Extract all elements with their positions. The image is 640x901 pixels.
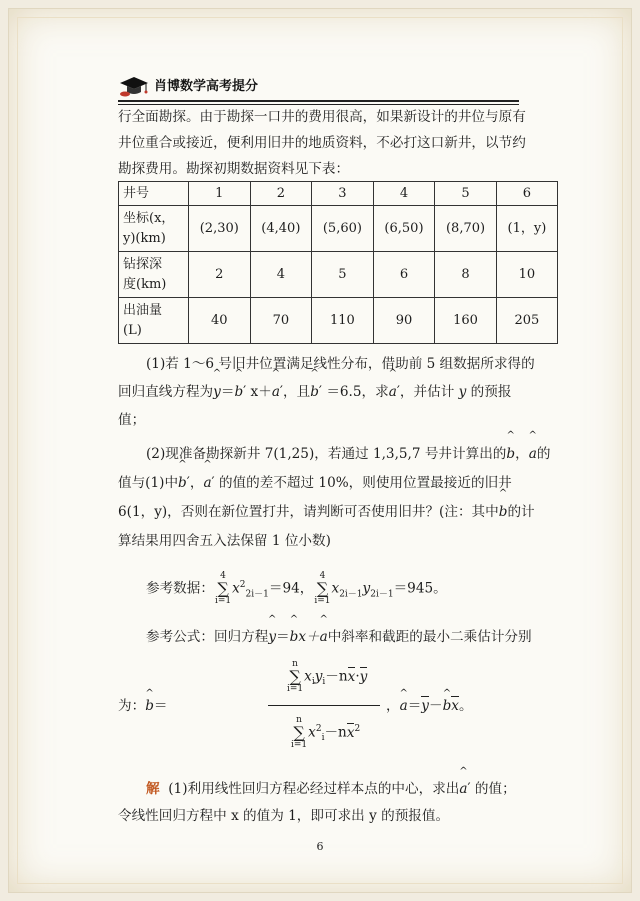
ref-term: x (232, 580, 240, 597)
num-y: y (314, 668, 323, 685)
table-cell: 110 (312, 298, 374, 344)
x-bar-symbol: x (346, 724, 355, 741)
sum-bottom: i=1 (214, 596, 232, 607)
a-eq: ＝ (407, 698, 422, 714)
q1-text: ＝ (220, 384, 235, 400)
a-hat-symbol: ^ a (400, 698, 408, 714)
a-period: 。 (458, 698, 473, 714)
reference-formula-intro (118, 624, 532, 650)
table-cell: 10 (496, 252, 557, 298)
intro-line-2: 井位重合或接近，便利用旧井的地质资料，不必打这口新井，以节约 (118, 135, 526, 151)
num-sub: i (322, 677, 326, 688)
x-bar-symbol: x (451, 698, 459, 714)
q1-text: 的预报 (470, 384, 512, 400)
b-hat-symbol: ^ b (443, 698, 452, 714)
table-col-header: 4 (373, 182, 435, 206)
table-cell: 2 (189, 252, 251, 298)
sigma-icon: ∑ (289, 667, 301, 686)
q2-text: 6(1，y)，否则在新位置打井，请判断可否使用旧井？(注：其中 (118, 504, 499, 520)
sigma-icon: ∑ (316, 579, 329, 599)
den-sup: 2 (315, 723, 322, 734)
a-minus: － (428, 698, 443, 714)
q2-text: 的 (536, 446, 551, 462)
well-data-table (118, 181, 558, 344)
den-sup: 2 (354, 723, 361, 734)
num-x: x (304, 668, 312, 685)
a-hat-symbol: ^ a (529, 440, 537, 469)
x-bar-symbol: x (347, 668, 356, 685)
table-col-header: 5 (435, 182, 497, 206)
table-row-label (119, 252, 189, 298)
intro-paragraph-end (118, 156, 522, 182)
q2-line-2 (118, 469, 526, 498)
q1-line-2 (118, 378, 526, 406)
header-logo (118, 72, 258, 98)
question-2 (118, 440, 551, 556)
b-hat-symbol: ^ b (290, 624, 299, 650)
q2-text: ， (515, 446, 529, 462)
solution (118, 776, 526, 830)
q1-text: ′ x＋ (243, 384, 272, 400)
ref-formula-text: 中斜率和截距的最小二乘估计分别 (327, 629, 532, 645)
logo-text: 肖博数学高考提分 (154, 79, 259, 94)
q2-text: (2)现准备勘探新井 7(1,25)，若通过 1,3,5,7 号井计算出的 (146, 446, 507, 462)
sum-operator (314, 572, 330, 606)
row-label-line: 度(km) (123, 276, 167, 292)
b-hat-symbol: ^ b (145, 698, 154, 714)
table-cell: (4,40) (250, 206, 312, 252)
sum-bottom: i=1 (314, 596, 331, 607)
b-hat-symbol: ^ b (234, 378, 243, 406)
sum-bottom: i=1 (287, 684, 304, 694)
row-label-line: (L) (123, 322, 142, 338)
a-hat-symbol: ^ a (272, 378, 280, 406)
question-1 (118, 350, 535, 434)
y-hat-symbol: ^ y (213, 378, 221, 406)
row-label-line: y)(km) (123, 230, 166, 246)
table-col-header: 1 (189, 182, 251, 206)
intro-paragraph (118, 104, 526, 156)
sum-top: 4 (319, 571, 326, 582)
table-cell: (8,70) (435, 206, 497, 252)
a-hat-symbol: ^ a (320, 624, 328, 650)
q2-text: 值与(1)中 (118, 475, 179, 491)
q1-text: ′，且 (279, 384, 311, 400)
sum-operator (291, 716, 307, 750)
ref-sub: 2i－1 (245, 589, 269, 600)
table-cell: 205 (496, 298, 557, 344)
den-x: x (308, 724, 316, 741)
q1-text: 回归直线方程为 (118, 384, 214, 400)
q1-text: ′ ＝6.5，求 (318, 384, 389, 400)
q2-line-3 (118, 498, 535, 527)
table-cell: 40 (189, 298, 251, 344)
table-cell: 90 (373, 298, 435, 344)
num-sub: i (311, 677, 315, 688)
formula-denominator (290, 716, 360, 750)
table-cell: 5 (312, 252, 374, 298)
num-minus: －n (325, 668, 348, 685)
row-label-line: 出油量 (123, 302, 163, 318)
ref-formula-text: 参考公式：回归方程 (146, 629, 269, 645)
den-minus: －n (324, 724, 347, 741)
table-row-label (119, 298, 189, 344)
sigma-icon: ∑ (293, 723, 305, 742)
table-cell: (1，y) (496, 206, 557, 252)
sum-top: n (296, 715, 302, 725)
table-col-header: 6 (496, 182, 557, 206)
solution-line-1 (118, 776, 526, 803)
ref-formula-text: ＝ (276, 629, 290, 645)
y-bar-symbol: y (421, 698, 429, 714)
b-hat-symbol: ^ b (499, 498, 508, 527)
sol-text: (1)利用线性回归方程必经过样本点的中心，求出 (168, 781, 460, 797)
table-cell: 4 (250, 252, 312, 298)
table-row (119, 298, 558, 344)
intro-line-3: 勘探费用。勘探初期数据资料见下表： (118, 161, 350, 177)
table-cell: 160 (435, 298, 497, 344)
a-hat-symbol: ^ a (203, 469, 211, 498)
ref-sub: 2i－1 (339, 589, 363, 600)
q2-text: 的计 (507, 504, 535, 520)
table-row (119, 206, 558, 252)
q1-line-3: 值； (118, 412, 146, 428)
table-col-header: 2 (250, 182, 312, 206)
formula-a-part (386, 694, 473, 714)
sol-text: ′ 的值； (467, 781, 516, 797)
table-cell: 8 (435, 252, 497, 298)
sum-operator (215, 572, 231, 606)
q1-text: ′，并估计 (396, 384, 455, 400)
reference-data (118, 568, 526, 611)
table-cell: 70 (250, 298, 312, 344)
ref-term: x (331, 580, 340, 597)
sigma-icon: ∑ (217, 579, 229, 599)
ref-eq: ＝94， (268, 580, 314, 597)
b-hat-symbol: ^ b (506, 440, 515, 469)
sum-operator (287, 660, 303, 694)
graduation-cap-icon (118, 74, 152, 98)
q1-var-y: y (458, 384, 467, 400)
row-label-line: 坐标(x， (123, 210, 175, 226)
table-row-label (119, 206, 189, 252)
a-hat-symbol: ^ a (459, 776, 467, 803)
ref-eq: ＝945。 (393, 580, 447, 597)
q2-text: ′， (186, 475, 204, 491)
ref-term: y (362, 580, 371, 597)
q2-text: ′ 的值的差不超过 10%，则使用位置最接近的旧井 (211, 475, 512, 491)
ref-sub: 2i－1 (370, 589, 394, 600)
row-label-line: 钻探深 (123, 256, 163, 272)
b-hat-symbol: ^ b (310, 378, 319, 406)
table-cell: (5,60) (312, 206, 374, 252)
sum-top: 4 (220, 571, 226, 582)
table-cell: 6 (373, 252, 435, 298)
table-header-row (119, 182, 558, 206)
sum-top: n (292, 659, 298, 669)
den-sub: i (321, 733, 325, 744)
page-number: 6 (316, 840, 324, 853)
table-cell: (2,30) (189, 206, 251, 252)
b-hat-symbol: ^ b (178, 469, 187, 498)
formula-label: 为：^ b＝ (118, 694, 167, 714)
q2-line-4: 算结果用四舍五入法保留 1 位小数) (118, 533, 331, 549)
ref-data-label: 参考数据： (146, 580, 214, 597)
y-hat-symbol: ^ y (268, 624, 276, 650)
table-header-label: 井号 (119, 182, 189, 206)
table-row (119, 252, 558, 298)
y-bar-symbol: y (359, 668, 368, 685)
solution-label: 解 (146, 781, 160, 797)
a-hat-symbol: ^ a (389, 378, 397, 406)
formula-numerator: n ∑ i=1 $x_iy_i-nx\cdot y$ (287, 659, 368, 694)
fraction-line (268, 705, 380, 706)
table-col-header: 3 (312, 182, 374, 206)
wei-label: 为： (118, 698, 146, 714)
solution-line-2: 令线性回归方程中 x 的值为 1，即可求出 y 的预报值。 (118, 808, 450, 824)
sum-bottom: i=1 (291, 740, 308, 750)
ref-formula-text: x＋ (298, 629, 320, 645)
header-rule-thick (118, 100, 519, 102)
least-squares-formula (118, 650, 538, 760)
intro-line-1: 行全面勘探。由于勘探一口井的费用很高，如果新设计的井位与原有 (118, 109, 526, 125)
a-part-comma: ， (386, 698, 400, 714)
q1-line-1: (1)若 1～6 号旧井位置满足线性分布，借助前 5 组数据所求得的 (146, 356, 535, 372)
table-cell: (6,50) (373, 206, 435, 252)
ref-sup: 2 (239, 580, 246, 590)
